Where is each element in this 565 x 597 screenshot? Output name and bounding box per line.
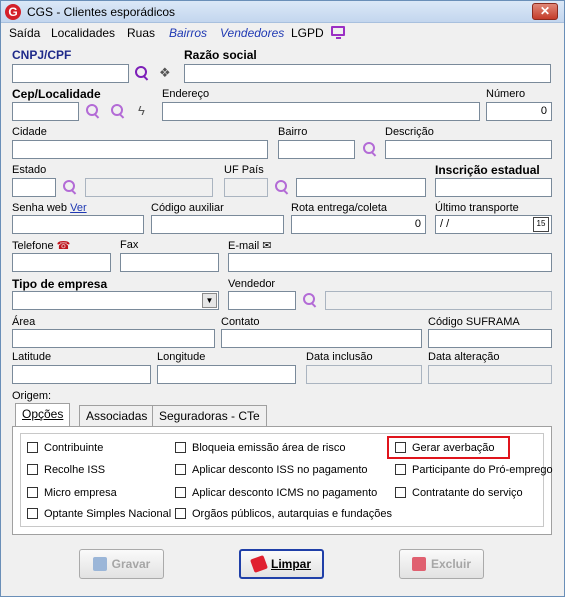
save-icon xyxy=(93,557,107,571)
menu-bairros[interactable]: Bairros xyxy=(169,26,208,40)
latitude-label: Latitude xyxy=(12,351,52,363)
calendar-icon[interactable]: 15 xyxy=(533,217,549,232)
window-title: CGS - Clientes esporádicos xyxy=(27,5,176,19)
search-icon[interactable] xyxy=(274,179,290,195)
pro-emprego-checkbox[interactable]: Participante do Pró-emprego xyxy=(395,464,553,476)
data-alteracao-field xyxy=(428,365,552,384)
ver-link[interactable]: Ver xyxy=(70,202,87,214)
numero-label: Número xyxy=(486,88,526,100)
lightning-icon[interactable]: ϟ xyxy=(138,103,145,118)
bloqueia-emissao-checkbox[interactable]: Bloqueia emissão área de risco xyxy=(175,442,345,454)
limpar-button[interactable]: Limpar xyxy=(239,549,324,579)
vendedor-field[interactable] xyxy=(228,291,296,310)
inscricao-estadual-label: Inscrição estadual xyxy=(435,163,540,177)
micro-empresa-checkbox[interactable]: Micro empresa xyxy=(27,487,117,499)
descricao-field[interactable] xyxy=(385,140,552,159)
contato-label: Contato xyxy=(221,316,260,328)
search-icon[interactable] xyxy=(134,65,150,81)
recolhe-iss-checkbox[interactable]: Recolhe ISS xyxy=(27,464,105,476)
tab-seguradoras[interactable]: Seguradoras - CTe xyxy=(152,405,267,426)
uf-pais-field xyxy=(224,178,268,197)
email-field[interactable] xyxy=(228,253,552,272)
chevron-down-icon[interactable]: ▼ xyxy=(202,293,217,308)
fingerprint-icon[interactable]: ❖ xyxy=(159,65,171,80)
senha-web-label: Senha web Ver xyxy=(12,202,87,214)
uf-pais-label: UF País xyxy=(224,164,264,176)
numero-field[interactable]: 0 xyxy=(486,102,552,121)
longitude-label: Longitude xyxy=(157,351,206,363)
tab-opcoes[interactable]: Opções xyxy=(15,403,70,427)
menu-saida[interactable]: Saída xyxy=(9,26,41,40)
senha-web-field[interactable] xyxy=(12,215,144,234)
vendedor-label: Vendedor xyxy=(228,278,276,290)
menu-localidades[interactable]: Localidades xyxy=(51,26,116,40)
data-inclusao-label: Data inclusão xyxy=(306,351,373,363)
bairro-label: Bairro xyxy=(278,126,308,138)
optante-simples-checkbox[interactable]: Optante Simples Nacional xyxy=(27,508,171,520)
search-icon[interactable] xyxy=(110,103,126,119)
razao-social-label: Razão social xyxy=(184,48,257,62)
razao-social-field[interactable] xyxy=(184,64,551,83)
area-field[interactable] xyxy=(12,329,215,348)
desconto-icms-checkbox[interactable]: Aplicar desconto ICMS no pagamento xyxy=(175,487,377,499)
search-icon[interactable] xyxy=(302,292,318,308)
bairro-field[interactable] xyxy=(278,140,355,159)
excluir-button[interactable]: Excluir xyxy=(399,549,484,579)
latitude-field[interactable] xyxy=(12,365,151,384)
estado-name-field xyxy=(85,178,213,197)
tipo-empresa-label: Tipo de empresa xyxy=(12,277,108,291)
menu-vendedores[interactable]: Vendedores xyxy=(220,26,285,40)
fax-label: Fax xyxy=(120,239,139,251)
ultimo-transporte-field[interactable]: / / xyxy=(435,215,552,234)
contratante-servico-checkbox[interactable]: Contratante do serviço xyxy=(395,487,523,499)
email-label: E-mail ✉ xyxy=(228,240,272,252)
envelope-icon: ✉ xyxy=(262,240,272,252)
descricao-label: Descrição xyxy=(385,126,434,138)
estado-label: Estado xyxy=(12,164,47,176)
menu-bar xyxy=(1,23,564,41)
codigo-auxiliar-label: Código auxiliar xyxy=(151,202,224,214)
rota-label: Rota entrega/coleta xyxy=(291,202,388,214)
cidade-field[interactable] xyxy=(12,140,268,159)
gravar-button[interactable]: Gravar xyxy=(79,549,164,579)
monitor-icon[interactable] xyxy=(331,26,345,36)
vendedor-name-field xyxy=(325,291,552,310)
options-panel xyxy=(12,426,552,535)
close-button[interactable]: ✕ xyxy=(532,3,558,20)
orgaos-publicos-checkbox[interactable]: Orgãos públicos, autarquias e fundações xyxy=(175,508,392,520)
data-inclusao-field xyxy=(306,365,422,384)
cidade-label: Cidade xyxy=(12,126,47,138)
menu-ruas[interactable]: Ruas xyxy=(127,26,156,40)
contato-field[interactable] xyxy=(221,329,422,348)
origem-label: Origem: xyxy=(12,390,52,402)
rota-field[interactable]: 0 xyxy=(291,215,426,234)
tipo-empresa-select[interactable] xyxy=(12,291,219,310)
telefone-field[interactable] xyxy=(12,253,111,272)
data-alteracao-label: Data alteração xyxy=(428,351,500,363)
longitude-field[interactable] xyxy=(157,365,296,384)
trash-icon xyxy=(412,557,426,571)
codigo-auxiliar-field[interactable] xyxy=(151,215,284,234)
inscricao-estadual-field[interactable] xyxy=(435,178,552,197)
search-icon[interactable] xyxy=(85,103,101,119)
phone-icon: ☎ xyxy=(56,240,71,252)
pais-field[interactable] xyxy=(296,178,426,197)
tab-associadas[interactable]: Associadas xyxy=(79,405,154,426)
endereco-label: Endereço xyxy=(162,88,210,100)
telefone-label: Telefone ☎ xyxy=(12,240,71,252)
cep-field[interactable] xyxy=(12,102,79,121)
endereco-field[interactable] xyxy=(162,102,480,121)
estado-field[interactable] xyxy=(12,178,56,197)
suframa-field[interactable] xyxy=(428,329,552,348)
cnpj-field[interactable] xyxy=(12,64,129,83)
cep-label: Cep/Localidade xyxy=(12,87,101,101)
options-group xyxy=(20,433,553,527)
ultimo-transporte-label: Último transporte xyxy=(435,202,519,214)
cnpj-label: CNPJ/CPF xyxy=(12,48,72,62)
contribuinte-checkbox[interactable]: Contribuinte xyxy=(27,442,103,454)
app-logo-icon: G xyxy=(5,4,21,20)
area-label: Área xyxy=(12,316,36,328)
suframa-label: Código SUFRAMA xyxy=(428,316,520,328)
title-bar xyxy=(1,1,564,23)
desconto-iss-checkbox[interactable]: Aplicar desconto ISS no pagamento xyxy=(175,464,368,476)
gerar-averbacao-checkbox[interactable]: Gerar averbação xyxy=(395,442,495,454)
eraser-icon xyxy=(250,555,268,573)
search-icon[interactable] xyxy=(62,179,78,195)
fax-field[interactable] xyxy=(120,253,219,272)
search-icon[interactable] xyxy=(362,141,378,157)
menu-lgpd[interactable]: LGPD xyxy=(291,26,324,40)
